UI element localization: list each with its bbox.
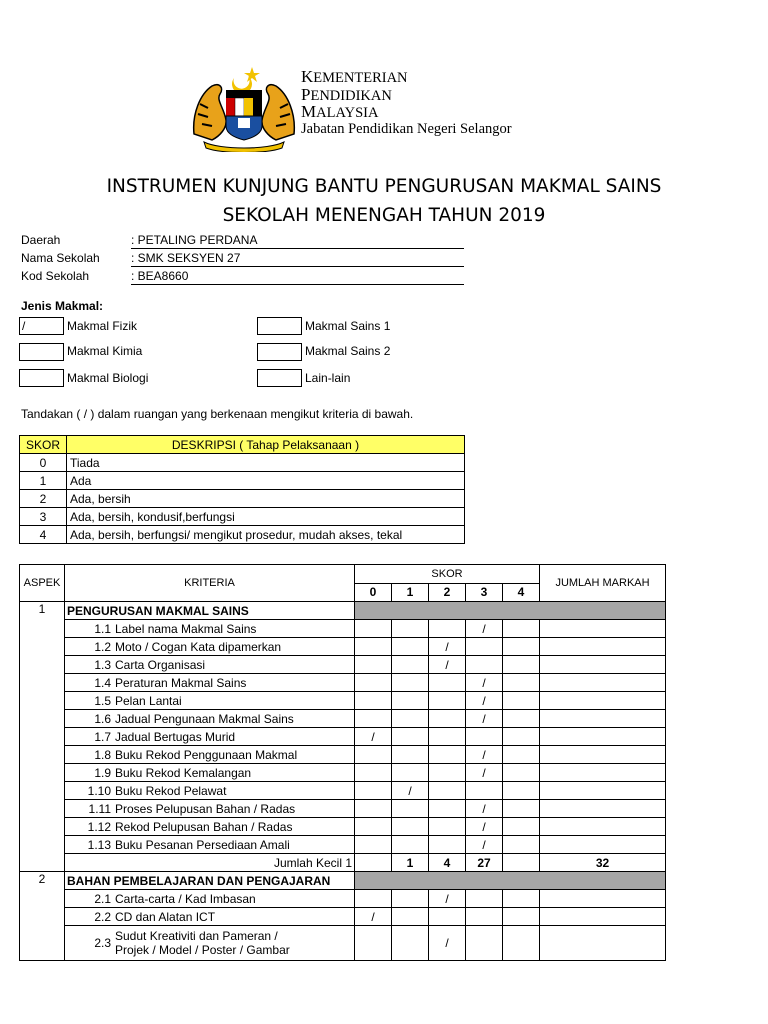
score-mark-cell-3[interactable]: /	[466, 710, 503, 728]
criteria-number: 1.7	[94, 729, 111, 744]
criteria-cell	[65, 638, 355, 656]
header-skor-1: 1	[392, 583, 429, 602]
jumlah-markah-cell	[540, 890, 666, 908]
score-description-table	[19, 435, 465, 544]
lab-label-kimia: Makmal Kimia	[67, 344, 143, 358]
jumlah-markah-cell	[540, 836, 666, 854]
score-mark-cell-0[interactable]	[355, 836, 392, 854]
score-mark-cell-0[interactable]	[355, 656, 392, 674]
instruction-text: Tandakan ( / ) dalam ruangan yang berkenaan mengikut kriteria di bawah.	[21, 407, 414, 421]
score-desc: Ada, bersih, kondusif,berfungsi	[67, 508, 465, 526]
jumlah-markah-cell	[540, 800, 666, 818]
criteria-text: Proses Pelupusan Bahan / Radas	[115, 801, 296, 816]
subtotal-value-0	[355, 854, 392, 872]
score-mark-cell-3[interactable]	[466, 728, 503, 746]
criteria-number: 2.1	[94, 891, 111, 906]
lab-checkbox-biologi[interactable]	[19, 369, 64, 387]
score-mark-cell-3[interactable]	[466, 782, 503, 800]
lab-label-fizik: Makmal Fizik	[67, 319, 138, 333]
lab-type-heading: Jenis Makmal:	[21, 299, 104, 313]
jumlah-markah-cell	[540, 710, 666, 728]
score-mark-cell-3[interactable]	[466, 638, 503, 656]
score-mark-cell-3[interactable]: /	[466, 620, 503, 638]
score-mark-cell-0[interactable]	[355, 692, 392, 710]
aspek-number: 1	[20, 602, 65, 872]
score-mark-cell-3[interactable]: /	[466, 746, 503, 764]
score-mark-cell-0[interactable]: /	[355, 908, 392, 926]
score-mark-cell-4[interactable]	[503, 620, 540, 638]
criteria-cell	[65, 764, 355, 782]
jumlah-markah-cell	[540, 746, 666, 764]
jumlah-markah-cell	[540, 764, 666, 782]
section-row	[20, 602, 666, 620]
table-row	[20, 454, 465, 472]
score-mark-cell-1[interactable]	[392, 890, 429, 908]
table-header-row	[20, 565, 666, 584]
criteria-text: Jadual Bertugas Murid	[115, 729, 236, 744]
section-row	[20, 872, 666, 890]
jumlah-markah-cell	[540, 926, 666, 961]
score-mark-cell-4[interactable]	[503, 764, 540, 782]
score-mark-cell-2[interactable]: /	[429, 656, 466, 674]
score-mark-cell-1[interactable]	[392, 728, 429, 746]
criteria-number: 1.6	[94, 711, 111, 726]
jumlah-markah-cell	[540, 692, 666, 710]
table-row	[20, 890, 666, 908]
ministry-line-2: PENDIDIKAN	[301, 84, 392, 104]
jumlah-markah-cell	[540, 656, 666, 674]
lab-label-sains-1: Makmal Sains 1	[305, 319, 391, 333]
score-mark-cell-2[interactable]	[429, 764, 466, 782]
score-mark-cell-2[interactable]: /	[429, 638, 466, 656]
score-mark-cell-4[interactable]	[503, 836, 540, 854]
score-mark-cell-0[interactable]	[355, 890, 392, 908]
score-mark-cell-0[interactable]	[355, 620, 392, 638]
table-row	[20, 620, 666, 638]
score-mark-cell-2[interactable]	[429, 746, 466, 764]
subtotal-value-1: 1	[392, 854, 429, 872]
info-value-nama-sekolah: : SMK SEKSYEN 27	[131, 251, 464, 267]
table-row	[20, 782, 666, 800]
score-mark-cell-3[interactable]: /	[466, 836, 503, 854]
criteria-text: Pelan Lantai	[115, 693, 182, 708]
score-mark-cell-3[interactable]: /	[466, 818, 503, 836]
score-mark-cell-4[interactable]	[503, 728, 540, 746]
score-mark-cell-4[interactable]	[503, 746, 540, 764]
score-mark-cell-3[interactable]: /	[466, 764, 503, 782]
table-row	[20, 692, 666, 710]
criteria-cell	[65, 656, 355, 674]
aspek-number: 2	[20, 872, 65, 961]
subtotal-value-4	[503, 854, 540, 872]
subtotal-value-3: 27	[466, 854, 503, 872]
table-row	[20, 926, 666, 961]
criteria-cell	[65, 782, 355, 800]
score-mark-cell-3[interactable]	[466, 890, 503, 908]
score-mark-cell-2[interactable]	[429, 728, 466, 746]
score-mark-cell-1[interactable]	[392, 764, 429, 782]
criteria-cell	[65, 728, 355, 746]
score-mark-cell-3[interactable]: /	[466, 674, 503, 692]
jumlah-markah-cell	[540, 782, 666, 800]
score-mark-cell-2[interactable]	[429, 800, 466, 818]
criteria-text: Carta Organisasi	[115, 657, 206, 672]
score-mark-cell-4[interactable]	[503, 926, 540, 961]
score-mark-cell-1[interactable]	[392, 656, 429, 674]
score-mark-cell-1[interactable]	[392, 710, 429, 728]
criteria-number: 1.10	[87, 783, 111, 798]
criteria-text: Rekod Pelupusan Bahan / Radas	[115, 819, 293, 834]
subtotal-value-2: 4	[429, 854, 466, 872]
jumlah-markah-cell	[540, 818, 666, 836]
info-value-kod-sekolah: : BEA8660	[131, 269, 464, 285]
document-title-line-2: SEKOLAH MENENGAH TAHUN 2019	[222, 205, 546, 226]
score-mark-cell-4[interactable]	[503, 638, 540, 656]
score-mark-cell-1[interactable]	[392, 692, 429, 710]
criteria-number: 1.2	[94, 639, 111, 654]
score-desc: Ada, bersih, berfungsi/ mengikut prosedur, mudah akses, tekal	[67, 526, 465, 544]
header-jumlah-markah: JUMLAH MARKAH	[540, 565, 666, 602]
criteria-number: 1.8	[94, 747, 111, 762]
score-mark-cell-1[interactable]: /	[392, 782, 429, 800]
lab-label-biologi: Makmal Biologi	[67, 371, 149, 385]
lab-label-sains-2: Makmal Sains 2	[305, 344, 391, 358]
criteria-text: Buku Rekod Penggunaan Makmal	[115, 747, 298, 762]
score-mark-cell-2[interactable]	[429, 674, 466, 692]
score-mark-cell-4[interactable]	[503, 692, 540, 710]
lab-label-lain-lain: Lain-lain	[305, 371, 351, 385]
criteria-number: 1.13	[87, 837, 111, 852]
score-mark-cell-0[interactable]	[355, 926, 392, 961]
section-title: PENGURUSAN MAKMAL SAINS	[65, 602, 355, 620]
table-row	[20, 710, 666, 728]
table-row	[20, 472, 465, 490]
score-mark-cell-4[interactable]	[503, 818, 540, 836]
table-header-row	[20, 436, 465, 454]
score-desc: Tiada	[67, 454, 465, 472]
criteria-cell	[65, 746, 355, 764]
score-mark-cell-3[interactable]	[466, 926, 503, 961]
lab-checkbox-sains-2[interactable]	[257, 343, 302, 361]
criteria-table	[19, 564, 666, 961]
score-mark-cell-2[interactable]	[429, 836, 466, 854]
score-desc: Ada	[67, 472, 465, 490]
score-mark-cell-4[interactable]	[503, 782, 540, 800]
score-mark-cell-1[interactable]	[392, 620, 429, 638]
header-skor-2: 2	[429, 583, 466, 602]
info-label-nama-sekolah: Nama Sekolah	[21, 251, 100, 265]
criteria-text: Buku Pesanan Persediaan Amali	[115, 837, 290, 852]
criteria-cell	[65, 818, 355, 836]
criteria-number: 1.4	[94, 675, 111, 690]
table-row	[20, 764, 666, 782]
jumlah-markah-cell	[540, 728, 666, 746]
criteria-number: 1.9	[94, 765, 111, 780]
score-mark-cell-1[interactable]	[392, 638, 429, 656]
document-title-line-1: INSTRUMEN KUNJUNG BANTU PENGURUSAN MAKMAL SAINS	[106, 176, 662, 197]
ministry-line-3: MALAYSIA	[301, 102, 379, 121]
score-mark-cell-4[interactable]	[503, 656, 540, 674]
criteria-text: Label nama Makmal Sains	[115, 621, 257, 636]
table-row	[20, 674, 666, 692]
score-value: 4	[20, 526, 67, 544]
header-kriteria: KRITERIA	[65, 565, 355, 602]
criteria-cell	[65, 692, 355, 710]
criteria-number: 1.3	[94, 657, 111, 672]
lab-checkbox-kimia[interactable]	[19, 343, 64, 361]
table-row	[20, 508, 465, 526]
score-mark-cell-0[interactable]	[355, 800, 392, 818]
info-value-daerah: : PETALING PERDANA	[131, 233, 464, 249]
score-mark-cell-4[interactable]	[503, 674, 540, 692]
criteria-text: Sudut Kreativiti dan Pameran /	[115, 929, 278, 943]
header-skor: SKOR	[20, 436, 67, 454]
section-shade	[355, 602, 666, 620]
info-label-daerah: Daerah	[21, 233, 61, 247]
score-mark-cell-1[interactable]	[392, 746, 429, 764]
score-mark-cell-0[interactable]	[355, 782, 392, 800]
score-mark-cell-0[interactable]: /	[355, 728, 392, 746]
criteria-text: CD dan Alatan ICT	[115, 909, 216, 924]
jumlah-markah-cell	[540, 620, 666, 638]
header-skor-3: 3	[466, 583, 503, 602]
score-mark-cell-1[interactable]	[392, 908, 429, 926]
score-mark-cell-0[interactable]	[355, 764, 392, 782]
header-skor-4: 4	[503, 583, 540, 602]
table-row	[20, 908, 666, 926]
score-mark-cell-0[interactable]	[355, 674, 392, 692]
score-mark-cell-2[interactable]	[429, 710, 466, 728]
score-mark-cell-0[interactable]	[355, 818, 392, 836]
criteria-cell	[65, 908, 355, 926]
table-row	[20, 818, 666, 836]
table-row	[20, 800, 666, 818]
score-mark-cell-2[interactable]	[429, 782, 466, 800]
table-row	[20, 746, 666, 764]
header-aspek: ASPEK	[20, 565, 65, 602]
score-value: 3	[20, 508, 67, 526]
header-skor: SKOR	[355, 565, 540, 584]
table-row	[20, 656, 666, 674]
department-name: Jabatan Pendidikan Negeri Selangor	[301, 120, 512, 137]
criteria-cell	[65, 836, 355, 854]
ministry-name	[301, 69, 512, 137]
criteria-text: Buku Rekod Kemalangan	[115, 765, 252, 780]
score-mark-cell-1[interactable]	[392, 926, 429, 961]
score-mark-cell-0[interactable]	[355, 638, 392, 656]
score-mark-cell-2[interactable]	[429, 818, 466, 836]
table-row	[20, 728, 666, 746]
criteria-number: 1.11	[88, 801, 111, 816]
info-label-kod-sekolah: Kod Sekolah	[21, 269, 90, 283]
criteria-cell	[65, 620, 355, 638]
score-mark-cell-2[interactable]	[429, 620, 466, 638]
criteria-number: 1.5	[94, 693, 111, 708]
table-row	[20, 836, 666, 854]
score-mark-cell-1[interactable]	[392, 818, 429, 836]
criteria-cell	[65, 674, 355, 692]
score-mark-cell-1[interactable]	[392, 800, 429, 818]
score-mark-cell-4[interactable]	[503, 800, 540, 818]
lab-checkbox-lain-lain[interactable]	[257, 369, 302, 387]
score-mark-cell-2[interactable]: /	[429, 890, 466, 908]
score-mark-cell-3[interactable]: /	[466, 692, 503, 710]
jumlah-markah-cell	[540, 638, 666, 656]
subtotal-total: 32	[540, 854, 666, 872]
section-title: BAHAN PEMBELAJARAN DAN PENGAJARAN	[65, 872, 355, 890]
criteria-text: Peraturan Makmal Sains	[115, 675, 247, 690]
table-row	[20, 490, 465, 508]
score-mark-cell-2[interactable]	[429, 692, 466, 710]
table-row	[20, 526, 465, 544]
criteria-text: Moto / Cogan Kata dipamerkan	[115, 639, 282, 654]
criteria-number: 1.12	[87, 819, 111, 834]
lab-checkbox-fizik[interactable]: /	[19, 317, 64, 335]
score-mark-cell-4[interactable]	[503, 908, 540, 926]
score-mark-cell-3[interactable]	[466, 908, 503, 926]
score-mark-cell-2[interactable]: /	[429, 926, 466, 961]
criteria-cell	[65, 710, 355, 728]
score-desc: Ada, bersih	[67, 490, 465, 508]
jumlah-markah-cell	[540, 908, 666, 926]
jumlah-markah-cell	[540, 674, 666, 692]
criteria-cell	[65, 926, 355, 961]
criteria-cell	[65, 800, 355, 818]
score-mark-cell-2[interactable]	[429, 908, 466, 926]
score-mark-cell-0[interactable]	[355, 710, 392, 728]
criteria-text: Projek / Model / Poster / Gambar	[115, 943, 290, 957]
score-mark-cell-1[interactable]	[392, 674, 429, 692]
header-deskripsi: DESKRIPSI ( Tahap Pelaksanaan )	[67, 436, 465, 454]
criteria-cell	[65, 890, 355, 908]
score-mark-cell-3[interactable]: /	[466, 800, 503, 818]
section-shade	[355, 872, 666, 890]
subtotal-row	[20, 854, 666, 872]
score-value: 0	[20, 454, 67, 472]
criteria-text: Buku Rekod Pelawat	[115, 783, 227, 798]
header-skor-0: 0	[355, 583, 392, 602]
score-mark-cell-4[interactable]	[503, 710, 540, 728]
score-mark-cell-0[interactable]	[355, 746, 392, 764]
score-mark-cell-3[interactable]	[466, 656, 503, 674]
criteria-number: 2.2	[94, 909, 111, 924]
criteria-text: Carta-carta / Kad Imbasan	[115, 891, 256, 906]
lab-checkbox-sains-1[interactable]	[257, 317, 302, 335]
subtotal-label: Jumlah Kecil 1	[65, 854, 355, 872]
score-value: 1	[20, 472, 67, 490]
criteria-number: 2.3	[94, 936, 111, 950]
score-mark-cell-4[interactable]	[503, 890, 540, 908]
malaysia-coat-of-arms-icon	[190, 64, 298, 152]
score-mark-cell-1[interactable]	[392, 836, 429, 854]
criteria-number: 1.1	[94, 621, 111, 636]
table-row	[20, 638, 666, 656]
criteria-text: Jadual Pengunaan Makmal Sains	[115, 711, 294, 726]
ministry-line-1: KEMENTERIAN	[301, 67, 408, 86]
score-value: 2	[20, 490, 67, 508]
